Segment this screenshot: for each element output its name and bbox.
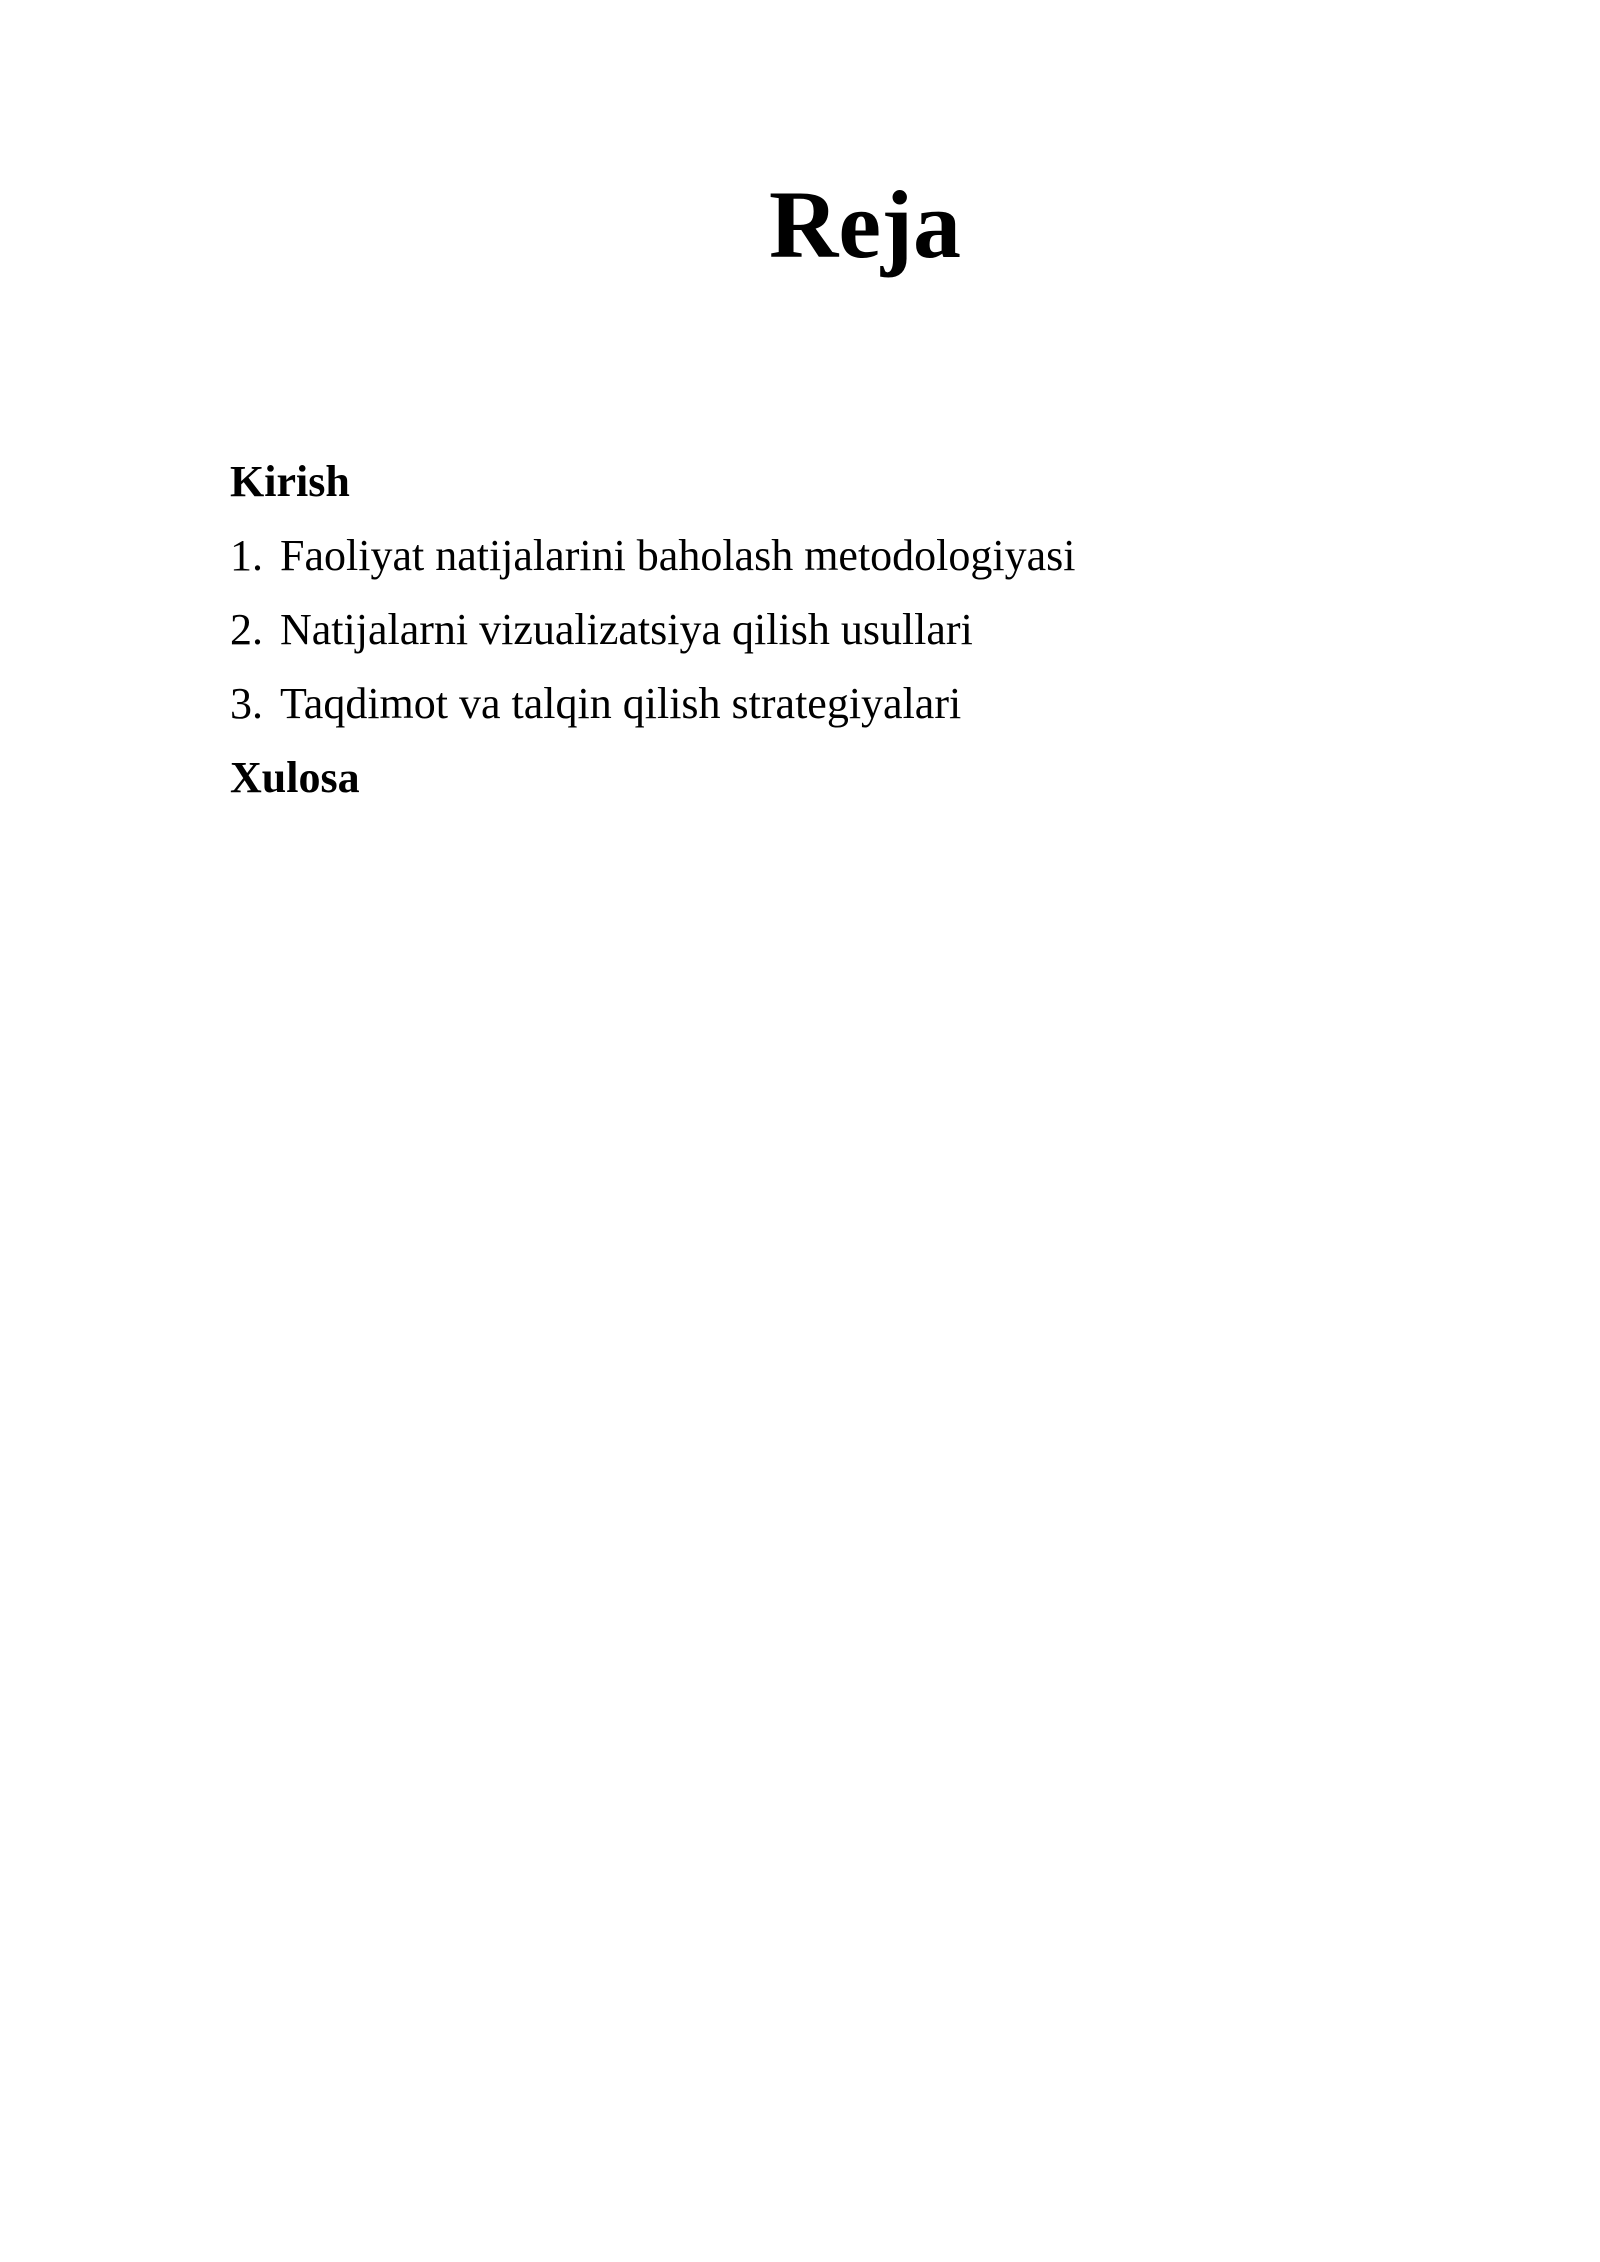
conclusion-heading: Xulosa [230,753,360,802]
plan-item-text: Faoliyat natijalarini baholash metodologiyasi [280,531,1076,580]
plan-list [230,445,1076,815]
intro-heading: Kirish [230,457,350,506]
plan-item-text: Taqdimot va talqin qilish strategiyalari [280,679,962,728]
plan-item [230,519,1076,593]
plan-item [230,667,1076,741]
plan-item-text: Natijalarni vizualizatsiya qilish usullari [280,605,973,654]
page-title: Reja [769,171,961,278]
plan-item-number: 1. [230,531,263,580]
plan-item-number: 2. [230,605,263,654]
plan-item-number: 3. [230,679,263,728]
plan-item [230,593,1076,667]
